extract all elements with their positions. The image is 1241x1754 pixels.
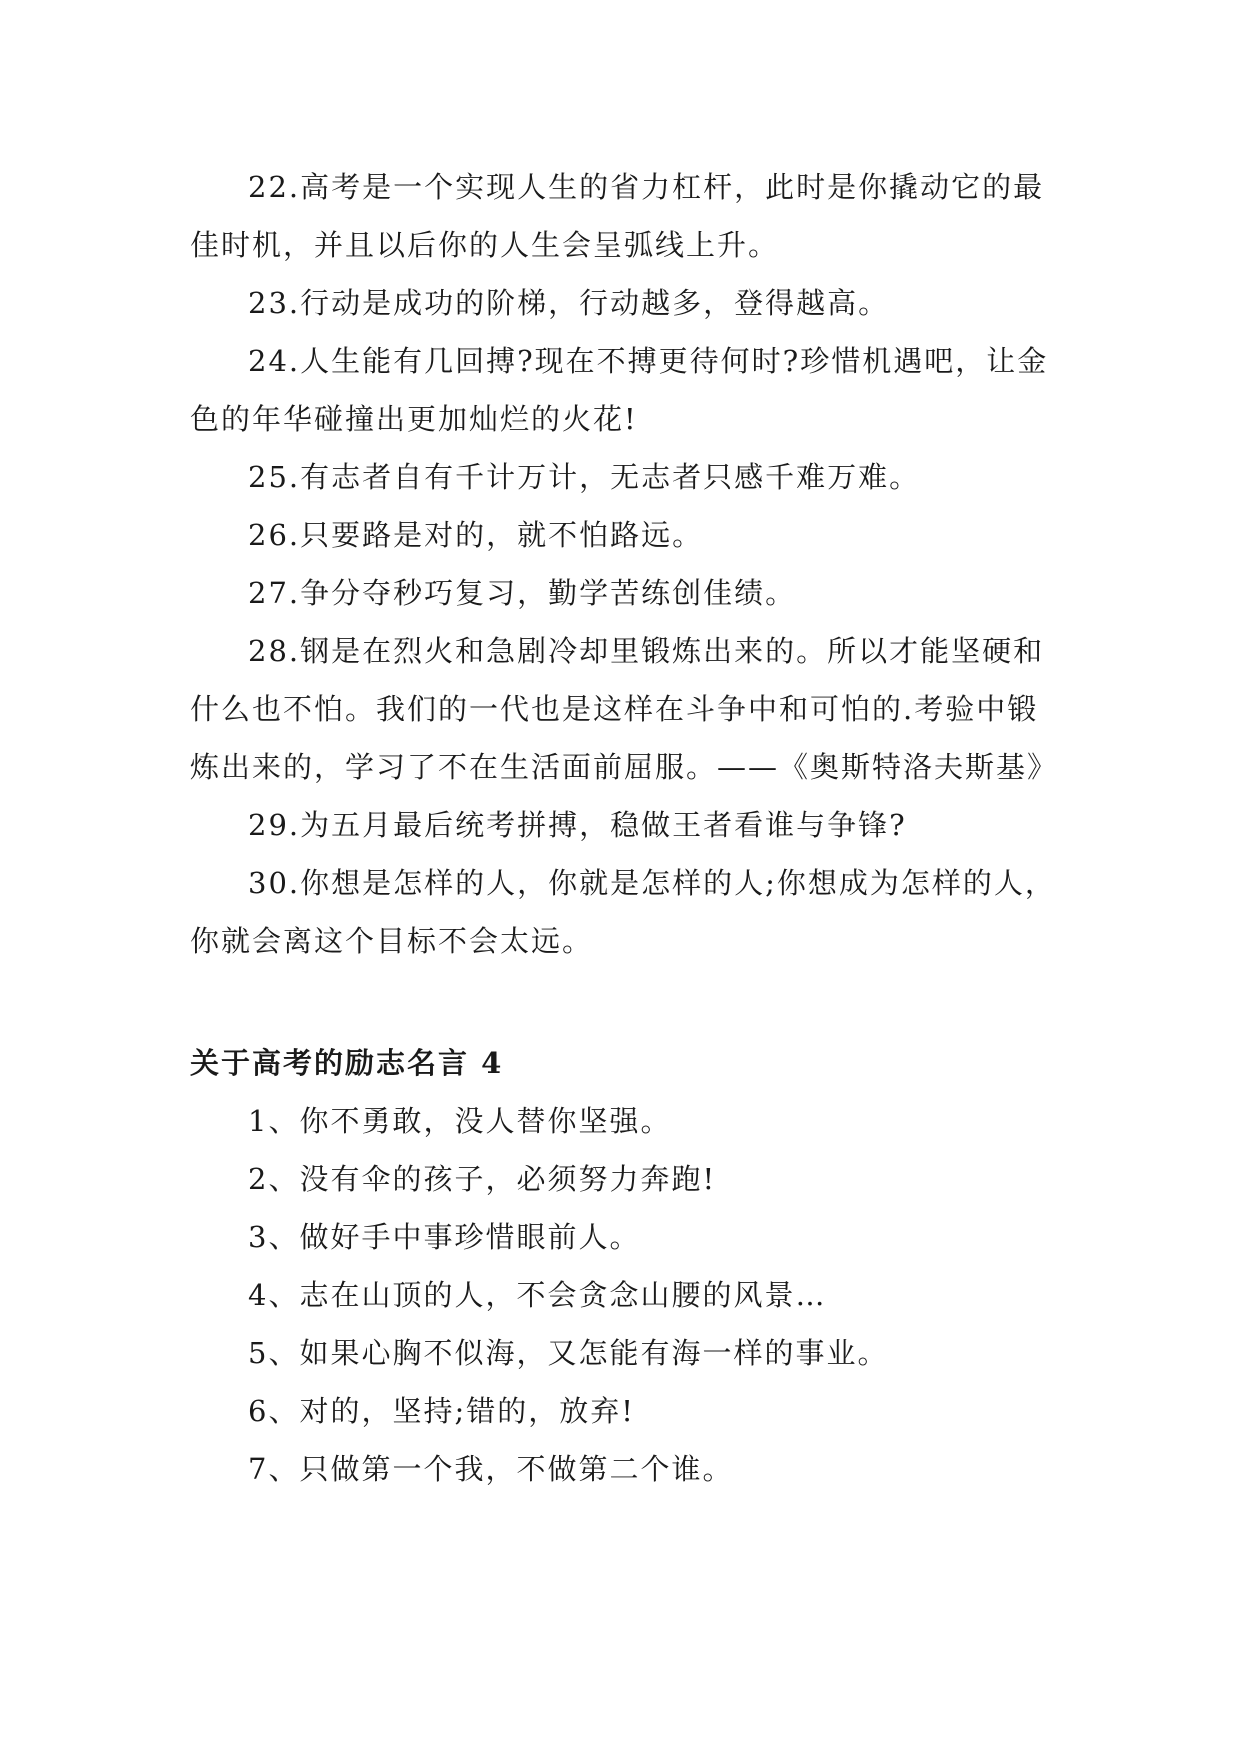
section-heading: 关于高考的励志名言 4 [190,1046,504,1080]
list-item: 4、志在山顶的人，不会贪念山腰的风景… [248,1278,827,1312]
quote-25: 25.有志者自有千计万计，无志者只感千难万难。 [248,460,921,494]
quote-26: 26.只要路是对的，就不怕路远。 [248,518,704,552]
quote-27: 27.争分夺秒巧复习，勤学苦练创佳绩。 [248,576,797,610]
quote-28: 28.钢是在烈火和急剧冷却里锻炼出来的。所以才能坚硬和什么也不怕。我们的一代也是这样在斗争中和可怕的.考验中锻炼出来的，学习了不在生活面前屈服。——《奥斯特洛夫斯基》 [190,634,1059,784]
list-item: 1、你不勇敢，没人替你坚强。 [248,1104,672,1138]
list-item: 2、没有伞的孩子，必须努力奔跑! [248,1162,717,1196]
list-item: 6、对的，坚持;错的，放弃! [248,1394,635,1428]
list-item: 7、只做第一个我，不做第二个谁。 [248,1452,734,1486]
quote-29: 29.为五月最后统考拼搏，稳做王者看谁与争锋? [248,808,907,842]
quote-list-section-4 [190,1092,1060,1498]
quote-30: 30.你想是怎样的人，你就是怎样的人;你想成为怎样的人，你就会离这个目标不会太远。 [190,866,1056,958]
list-item: 5、如果心胸不似海，又怎能有海一样的事业。 [248,1336,889,1370]
quote-22: 22.高考是一个实现人生的省力杠杆，此时是你撬动它的最佳时机，并且以后你的人生会呈弧线上升。 [190,170,1045,262]
quote-24: 24.人生能有几回搏?现在不搏更待何时?珍惜机遇吧，让金色的年华碰撞出更加灿烂的火花! [190,344,1049,436]
list-item: 3、做好手中事珍惜眼前人。 [248,1220,641,1254]
document-body [190,158,1060,1498]
quote-23: 23.行动是成功的阶梯，行动越多，登得越高。 [248,286,890,320]
